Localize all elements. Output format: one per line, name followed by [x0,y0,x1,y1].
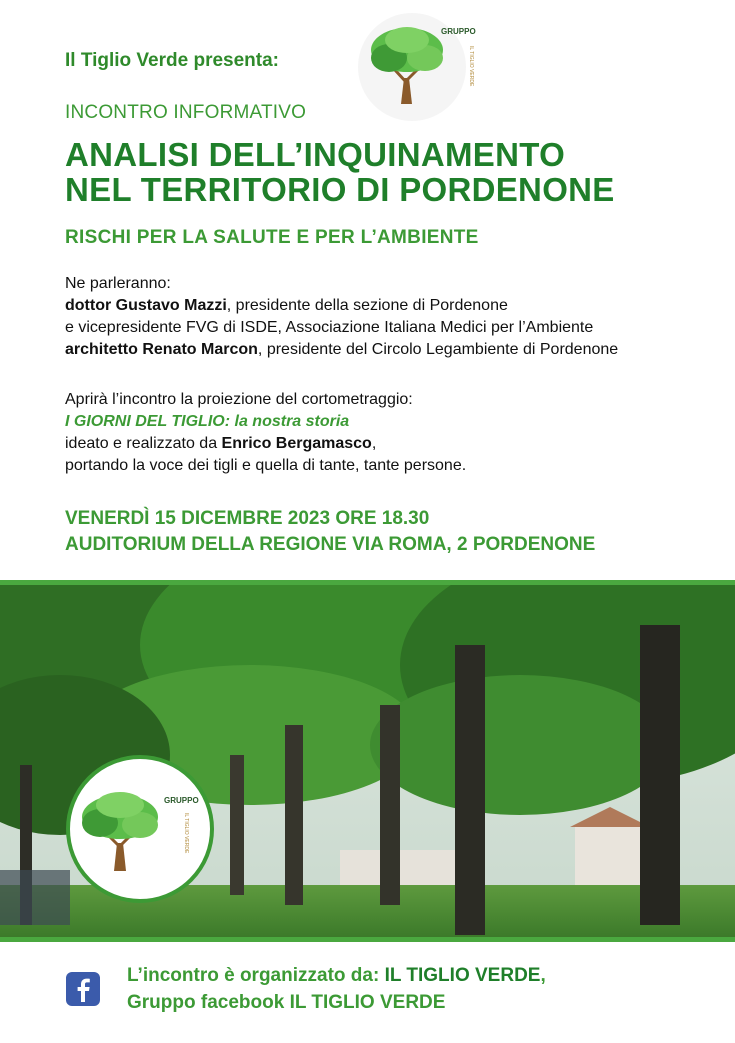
speaker-2-name: architetto Renato Marcon [65,341,258,358]
film-credit: ideato e realizzato da Enrico Bergamasco, [65,435,377,452]
organizer-name: IL TIGLIO VERDE [384,965,541,986]
film-tagline: portando la voce dei tigli e quella di tante, tante persone. [65,457,467,474]
title-line-1: ANALISI DELL’INQUINAMENTO [65,136,566,173]
speaker-1-name: dottor Gustavo Mazzi [65,297,227,314]
page-title [65,137,615,207]
facebook-icon[interactable] [66,972,100,1006]
event-kicker: INCONTRO INFORMATIVO [65,102,307,123]
film-block [65,389,725,477]
speaker-1-role: , presidente della sezione di Pordenone [226,297,508,314]
logo-group-text: GRUPPO [441,27,476,36]
facebook-group-line: Gruppo facebook IL TIGLIO VERDE [127,992,446,1013]
speaker-2-role: , presidente del Circolo Legambiente di Pordenone [257,341,619,358]
group-logo-circle [66,755,214,903]
organizer-line: L’incontro è organizzato da: IL TIGLIO VERDE, [127,965,546,986]
speaker-1-role-2: e vicepresidente FVG di ISDE, Associazione Italiana Medici per l’Ambiente [65,319,594,336]
presenter-line: Il Tiglio Verde presenta: [65,50,279,71]
logo-vertical-text: IL TIGLIO VERDE [183,813,189,854]
page-subtitle: RISCHI PER LA SALUTE E PER L’AMBIENTE [65,227,479,248]
film-title: I GIORNI DEL TIGLIO: la nostra storia [65,413,350,430]
speakers-intro: Ne parleranno: [65,275,171,292]
film-intro: Aprirà l’incontro la proiezione del cortometraggio: [65,391,413,408]
speakers-block [65,273,725,361]
event-date: VENERDÌ 15 DICEMBRE 2023 ORE 18.30 [65,508,430,529]
event-venue: AUDITORIUM DELLA REGIONE VIA ROMA, 2 PORDENONE [65,534,596,555]
logo-vertical-text: IL TIGLIO VERDE [468,46,474,87]
group-logo [357,12,497,122]
logo-group-text: GRUPPO [164,796,199,805]
tree-icon [82,792,158,871]
title-line-2: NEL TERRITORIO DI PORDENONE [65,171,615,208]
